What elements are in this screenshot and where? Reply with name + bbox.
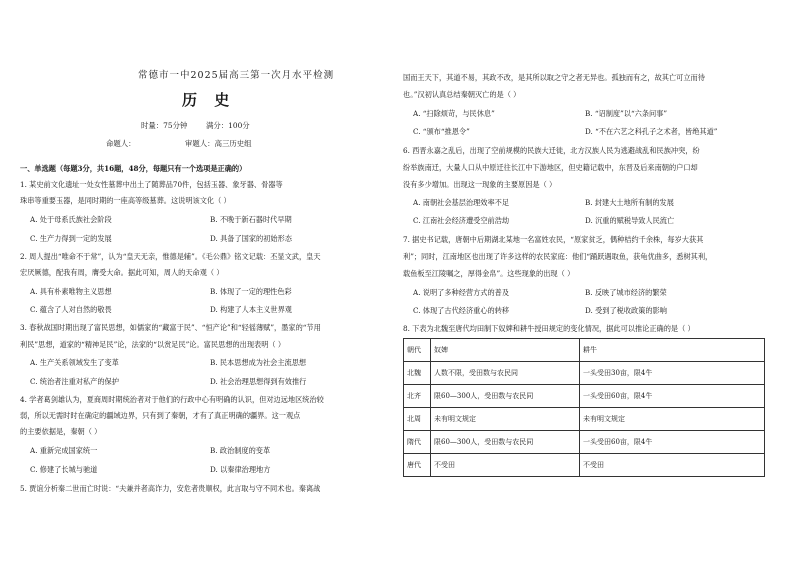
option-b: B. 封建大土地所有制的发展	[585, 198, 674, 207]
score-label: 满分：100分	[206, 121, 250, 130]
option-c: C. “颁布“推恩令”	[413, 127, 470, 136]
table-header-cell: 朝代	[404, 339, 431, 362]
option-b: B. 不晚于新石器时代早期	[210, 215, 292, 224]
question-line: 国而王天下，其道不易，其政不改，是其所以取之守之者无异也。孤独而有之，故其亡可立而待	[403, 73, 705, 82]
option-a: A. 南朝社会基层治理效率不足	[413, 198, 510, 207]
option-a: A. 生产关系领域发生了变革	[30, 358, 119, 367]
table-cell: 北齐	[404, 385, 431, 408]
question-line: 载鱼板至江陵嘱之，厚得金帛”。这些现象的出现（ ）	[403, 269, 575, 278]
question-line: 的主要依据是，秦朝（ ）	[20, 427, 102, 436]
option-a: A. 重新完成国家统一	[30, 446, 98, 455]
question-line: 利民”思想，道家的“精神足民”论，法家的“以赏足民”论。富民思想的出现表明（ ）	[20, 340, 286, 349]
table-cell: 限60—300人，受田数与农民同	[431, 385, 580, 408]
table-cell: 一头受田60亩，限4牛	[580, 431, 765, 454]
table-row	[404, 362, 765, 385]
table-cell: 未有明文规定	[580, 408, 765, 431]
table-header-cell: 奴婢	[431, 339, 580, 362]
option-d: D. 具备了国家的初始形态	[210, 234, 292, 243]
author-label: 命题人：	[106, 139, 136, 148]
option-a: A. “扫除烦苛，与民休息”	[413, 109, 495, 118]
option-d: D. 社会治理思想得到有效推行	[210, 377, 307, 386]
question-line: 利”；同时，江南地区也出现了许多这样的农民家庭：他们“踊跃遇取鱼，获龟优曲多，悉树其利，	[403, 252, 713, 261]
question-line: 2. 周人提出“唯命不于常”，认为“皇天无亲，惟德是辅”。《毛公鼎》铭文记载：丕显文武，皇天	[20, 252, 321, 261]
section-heading: 一、单选题（每题3分，共16题，48分，每题只有一个选项是正确的）	[20, 164, 247, 173]
option-a: A. 说明了多种经营方式的普及	[413, 288, 510, 297]
table-cell: 北魏	[404, 362, 431, 385]
table-cell: 唐代	[404, 454, 431, 477]
table-row	[404, 408, 765, 431]
table-cell: 未有明文规定	[431, 408, 580, 431]
question-line: 7. 据史书记载，唐朝中后期湖北某地一名富姓农民，“原家贫乏，偶种桔约千余株，每岁大获其	[403, 235, 704, 244]
table-cell: 一头受田30亩，限4牛	[580, 362, 765, 385]
table-row	[404, 454, 765, 477]
question-line: 珠串等重要玉器，是同时期的一座高等级墓葬。这说明该文化（ ）	[20, 196, 231, 205]
option-b: B. 民本思想成为社会主流思想	[210, 358, 307, 367]
question-line: 3. 春秋战国时期出现了富民思想，如儒家的“藏富于民”、“恒产论”和“轻徭薄赋”，墨家的“节用	[20, 323, 321, 332]
table-cell: 限60—300人，受田数与农民同	[431, 431, 580, 454]
option-d: D. 构建了人本主义世界观	[210, 305, 292, 314]
table-header-cell: 耕牛	[580, 339, 765, 362]
option-d: D. “不在六艺之科孔子之术者，皆绝其道”	[585, 127, 718, 136]
option-c: C. 体现了古代经济重心的转移	[413, 306, 510, 315]
table-cell: 不受田	[431, 454, 580, 477]
subject-title: 历 史	[182, 91, 236, 109]
table-cell: 不受田	[580, 454, 765, 477]
question-line: 弱，所以无需时时在确定的疆域边界，只有到了秦朝，才有了真正明确的疆界。这一观点	[20, 411, 301, 420]
option-c: C. 江南社会经济遭受空前浩劫	[413, 216, 510, 225]
option-d: D. 受到了税收政策的影响	[585, 306, 667, 315]
question-line: 宏厌厥德，配我有周，膺受大命。据此可知，周人的天命观（ ）	[20, 268, 224, 277]
table-header-row	[404, 339, 765, 362]
time-label: 时量：75分钟	[141, 121, 188, 130]
option-b: B. 反映了城市经济的繁荣	[585, 288, 667, 297]
option-c: C. 修建了长城与驰道	[30, 465, 98, 474]
table-cell: 一头受田60亩，限4牛	[580, 385, 765, 408]
option-d: D. 以秦律治理地方	[210, 465, 271, 474]
option-b: B. 政治制度的变革	[210, 446, 271, 455]
question-line: 也。”汉初认真总结秦朝灭亡的是（ ）	[403, 90, 521, 99]
question-line: 5. 贾谊分析秦二世而亡时说：“夫兼并者高诈力，安危者贵顺权，此言取与守不同术也。秦离战	[20, 484, 321, 493]
option-d: D. 沉重的赋税导致人民流亡	[585, 216, 675, 225]
question-line: 1. 某史前文化遗址一处女性墓葬中出土了随葬品70件，包括玉器、象牙器、骨器等	[20, 180, 283, 189]
land-allocation-table	[403, 338, 765, 477]
option-a: A. 处于母系氏族社会阶段	[30, 215, 112, 224]
option-c: C. 生产力得到一定的发展	[30, 234, 112, 243]
exam-title: 常德市一中2025届高三第一次月水平检测	[138, 70, 335, 81]
option-b: B. “诏制度”以“六条问事”	[585, 109, 668, 118]
table-cell: 人数不限，受田数与农民同	[431, 362, 580, 385]
reviewer-label: 审题人：高三历史组	[185, 139, 252, 148]
table-cell: 隋代	[404, 431, 431, 454]
option-c: C. 统治者注重对私产的保护	[30, 377, 119, 386]
option-b: B. 体现了一定的理性色彩	[210, 287, 292, 296]
question-line: 4. 学者葛剑雄认为，夏商周时期统治者对于他们的行政中心有明确的认识，但对边远地区统治较	[20, 395, 324, 404]
question-line: 6. 西晋永嘉之乱后，出现了空前规模的民族大迁徙，北方汉族人民为逃避战乱和民族冲突，纷	[403, 146, 700, 155]
table-row	[404, 385, 765, 408]
option-a: A. 具有朴素唯物主义思想	[30, 287, 112, 296]
question-line: 纷举族南迁，大量人口从中原迁往长江中下游地区，但史籍记载中，东晋及后来南朝的户口却	[403, 163, 698, 172]
table-row	[404, 431, 765, 454]
question-line: 没有多少增加。出现这一现象的主要原因是（ ）	[403, 180, 557, 189]
question-line: 8. 下表为北魏至唐代均田制下奴婢和耕牛授田规定的变化情况，据此可以推论正确的是（ ）	[403, 324, 695, 333]
option-c: C. 蕴含了人对自然的敬畏	[30, 305, 112, 314]
table-cell: 北周	[404, 408, 431, 431]
